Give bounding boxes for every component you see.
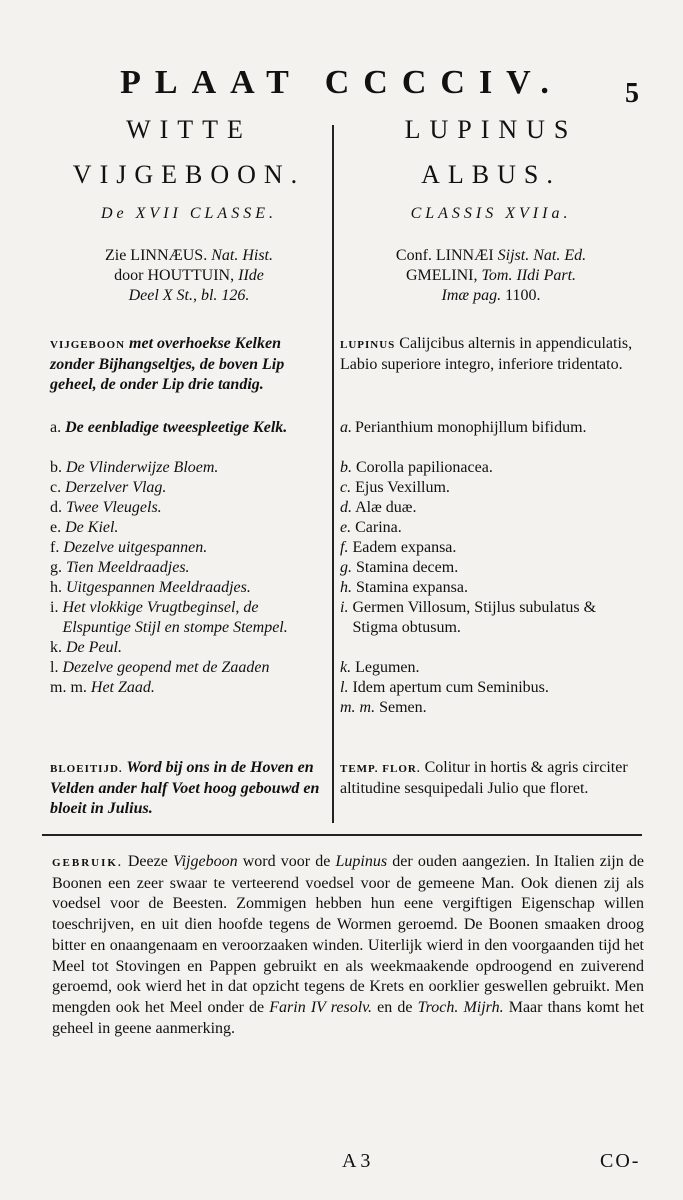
left-description bbox=[50, 334, 328, 395]
list-item: f. Eadem expansa. bbox=[340, 539, 457, 556]
left-ref-text: door HOUTTUIN, bbox=[114, 267, 239, 284]
list-item: d. Alæ duæ. bbox=[340, 499, 417, 516]
right-reference bbox=[340, 246, 642, 306]
right-title-line1: LUPINUS bbox=[404, 115, 578, 144]
left-ref-line3: Deel X St., bl. 126. bbox=[128, 287, 250, 304]
list-item: h. Stamina expansa. bbox=[340, 579, 468, 596]
list-item: l. Dezelve geopend met de Zaaden bbox=[50, 659, 270, 676]
list-item: g. Tien Meeldraadjes. bbox=[50, 559, 190, 576]
list-item: l. Idem apertum cum Seminibus. bbox=[340, 679, 549, 696]
list-item: k. De Peul. bbox=[50, 639, 122, 656]
plate-title: PLAAT CCCCIV. bbox=[120, 64, 563, 101]
right-ref-text: 1100. bbox=[501, 287, 541, 304]
list-item: f. Dezelve uitgespannen. bbox=[50, 539, 208, 556]
right-desc-text: Calijcibus alternis in appendiculatis, Labio superiore integro, inferiore tridentato. bbox=[340, 335, 633, 373]
usage-label: GEBRUIK. bbox=[52, 857, 123, 869]
list-item: e. De Kiel. bbox=[50, 519, 119, 536]
list-item: a. De eenbladige tweespleetige Kelk. bbox=[50, 419, 288, 436]
right-flowering-text: Colitur in hortis & agris circiter altitudine sesquipedali Julio que floret. bbox=[340, 759, 628, 797]
right-flowering-label: TEMP. FLOR. bbox=[340, 763, 421, 775]
list-item: k. Legumen. bbox=[340, 659, 420, 676]
left-flowering-text: Word bij ons in de Hoven en Velden ander half Voet hoog gebouwd en bloeit in Julius. bbox=[50, 759, 320, 817]
list-item: c. Ejus Vexillum. bbox=[340, 479, 450, 496]
right-ref-italic: Tom. IIdi Part. bbox=[481, 267, 577, 284]
right-ref-italic: Imæ pag. bbox=[441, 287, 502, 304]
list-item: g. Stamina decem. bbox=[340, 559, 459, 576]
list-item: i. Germen Villosum, Stijlus subulatus & Stigma obtusum. bbox=[340, 599, 597, 636]
right-ref-text: Conf. LINNÆI bbox=[395, 247, 498, 264]
left-reference bbox=[50, 246, 328, 306]
right-item-list bbox=[340, 418, 642, 718]
right-ref-italic: Sijst. Nat. Ed. bbox=[497, 247, 587, 264]
catchword: CO- bbox=[600, 1150, 641, 1172]
signature-mark: A 3 bbox=[342, 1150, 371, 1172]
left-title-line1: WITTE bbox=[126, 115, 252, 144]
right-flowering bbox=[340, 758, 642, 799]
list-item: a. Perianthium monophijllum bifidum. bbox=[340, 419, 587, 436]
usage-paragraph: GEBRUIK. Deeze Vijgeboon word voor de Lupinus der ouden aangezien. In Italien zijn de Boonen een zeer swaar te verteerend voedsel voor de gemeene Man. Ook dienen zij als voedsel voor de Beesten. Zommigen hebben hun eene vergiftigen Eigenschap willen toeschrijven, en uit dien hoofde tegens de Wormen geroemd. De Boonen smaaken droog bitter en onaangenaam en veroorzaaken winden. Uiterlijk wierd in den voorgaanden tijd het Meel tot Stovingen en Pappen gebruikt en als weekmaakende opdroogend en zuiverend geroemd, ook wierd het in dat opzicht tegens de Krets en oorklier geswellen gebruikt. Men mengden ook het Meel onder de Farin IV resolv. en de Troch. Mijrh. Maar thans komt het geheel in geene aanmerking. bbox=[52, 853, 645, 1037]
list-item: d. Twee Vleugels. bbox=[50, 499, 162, 516]
right-class: CLASSIS XVIIa. bbox=[410, 205, 572, 222]
left-title-line2: VIJGEBOON. bbox=[72, 160, 306, 189]
section-divider bbox=[42, 834, 642, 836]
left-class: De XVII CLASSE. bbox=[101, 205, 277, 222]
list-item: i. Het vlokkige Vrugtbeginsel, de Elspuntige Stijl en stompe Stempel. bbox=[50, 599, 288, 636]
right-ref-text: GMELINI, bbox=[405, 267, 482, 284]
list-item: h. Uitgespannen Meeldraadjes. bbox=[50, 579, 251, 596]
left-ref-text: Zie LINNÆUS. bbox=[104, 247, 212, 264]
left-flowering bbox=[50, 758, 328, 819]
right-desc-lead: LUPINUS bbox=[340, 339, 396, 351]
list-item: m. m. Het Zaad. bbox=[50, 679, 155, 696]
column-divider bbox=[332, 125, 334, 823]
left-desc-text: met overhoekse Kelken zonder Bijhangseltjes, de boven Lip geheel, de onder Lip drie tandig. bbox=[50, 335, 285, 393]
left-desc-lead: VIJGEBOON bbox=[50, 339, 126, 351]
list-item: c. Derzelver Vlag. bbox=[50, 479, 167, 496]
list-item: b. De Vlinderwijze Bloem. bbox=[50, 459, 219, 476]
right-title-line2: ALBUS. bbox=[421, 160, 561, 189]
left-item-list bbox=[50, 418, 328, 698]
list-item: m. m. Semen. bbox=[340, 699, 427, 716]
list-item: e. Carina. bbox=[340, 519, 402, 536]
page-number: 5 bbox=[625, 78, 639, 109]
list-item: b. Corolla papilionacea. bbox=[340, 459, 493, 476]
right-description bbox=[340, 334, 642, 375]
left-flowering-label: BLOEITIJD. bbox=[50, 763, 123, 775]
left-ref-italic: IIde bbox=[238, 267, 264, 284]
left-ref-italic: Nat. Hist. bbox=[211, 247, 273, 264]
